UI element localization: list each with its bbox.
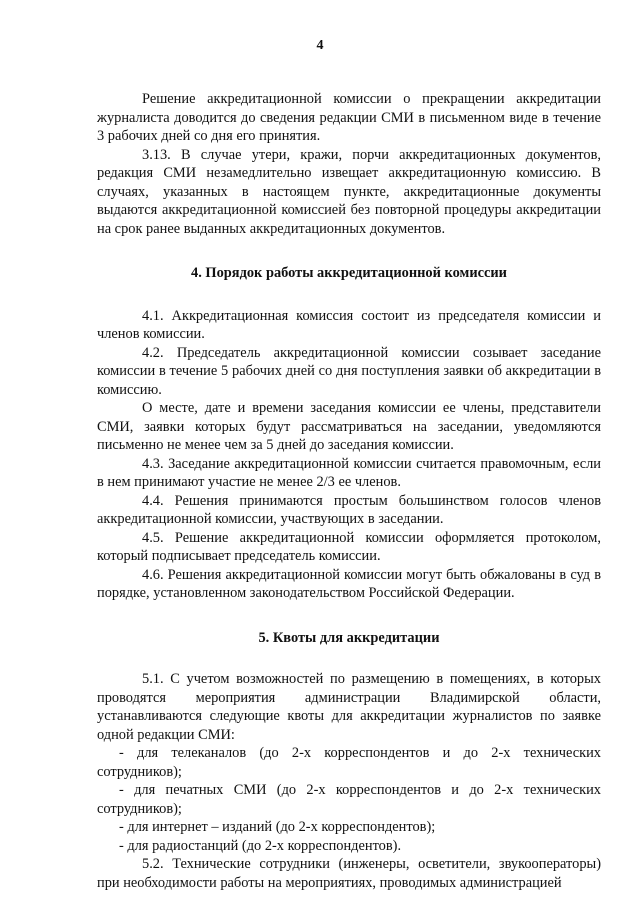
quota-item-print: - для печатных СМИ (до 2-х корреспондентов и до 2-х технических сотрудников);: [97, 782, 601, 817]
quota-item-radio: - для радиостанций (до 2-х корреспондентов).: [119, 837, 402, 854]
paragraph-3-13: 3.13. В случае утери, кражи, порчи аккредитационных документов, редакция СМИ незамедлительно извещает аккредитационную комиссию. В случаях, указанных в настоящем пункте, аккредитационные документы выдаются аккредитационной комиссией без повторной процедуры аккредитации на срок ранее выданных аккредитационных документов.: [97, 146, 601, 237]
section-title-5: 5. Квоты для аккредитации: [258, 629, 440, 646]
paragraph-4-3: 4.3. Заседание аккредитационной комиссии считается правомочным, если в нем принимают участие не менее 2/3 ее членов.: [97, 455, 601, 490]
section-5: [97, 629, 601, 893]
paragraph-4-5: 4.5. Решение аккредитационной комиссии оформляется протоколом, который подписывает председатель комиссии.: [97, 529, 601, 564]
paragraph-4-2: 4.2. Председатель аккредитационной комиссии созывает заседание комиссии в течение 5 рабочих дней со дня поступления заявки об аккредитации в комиссию.: [97, 344, 601, 398]
paragraph-4-1: 4.1. Аккредитационная комиссия состоит из председателя комиссии и членов комиссии.: [97, 307, 601, 342]
paragraph-4-4: 4.4. Решения принимаются простым большинством голосов членов аккредитационной комиссии, участвующих в заседании.: [97, 492, 601, 527]
paragraph-4-6: 4.6. Решения аккредитационной комиссии могут быть обжалованы в суд в порядке, установленном законодательством Российской Федерации.: [97, 566, 601, 601]
quota-item-internet: - для интернет – изданий (до 2-х корреспондентов);: [119, 819, 436, 835]
intro-block: [97, 90, 601, 238]
page-number: 4: [316, 38, 324, 53]
paragraph-5-1: 5.1. С учетом возможностей по размещению в помещениях, в которых проводятся мероприятия администрации Владимирской области, устанавливаются следующие квоты для аккредитации журналистов по заявке одной редакции СМИ:: [97, 671, 601, 743]
paragraph-meeting-notice: О месте, дате и времени заседания комиссии ее члены, представители СМИ, заявки которых будут рассматриваться на заседании, уведомляются письменно не менее чем за 5 дней до заседания комиссии.: [97, 400, 601, 453]
section-4: [97, 264, 601, 603]
paragraph-termination-notice: Решение аккредитационной комиссии о прекращении аккредитации журналиста доводится до сведения редакции СМИ в письменном виде в течение 3 рабочих дней со дня его принятия.: [97, 91, 601, 144]
document-body: [97, 90, 601, 892]
quota-item-tv: - для телеканалов (до 2-х корреспондентов и до 2-х технических сотрудников);: [97, 745, 601, 780]
section-title-4: 4. Порядок работы аккредитационной комиссии: [191, 265, 507, 281]
quota-list: [97, 744, 601, 855]
paragraph-5-2: 5.2. Технические сотрудники (инженеры, осветители, звукооператоры) при необходимости работы на мероприятиях, проводимых администрацией: [97, 856, 601, 891]
